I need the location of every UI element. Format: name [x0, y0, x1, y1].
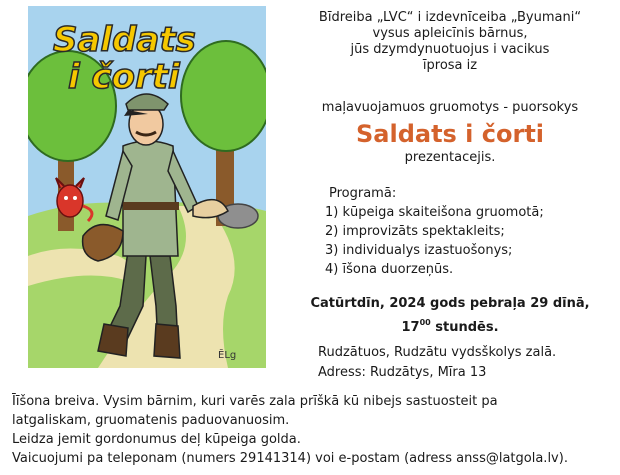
footer-line-3: Leidza jemit gordonumus deļ kūpeiga golda.: [12, 432, 301, 447]
footer-line-2: latgaliskam, gruomatenis paduovanuosim.: [12, 413, 290, 428]
time-word: stundēs.: [435, 320, 499, 335]
illustrator-signature: ĒLg: [218, 350, 237, 361]
invitation-text: [285, 10, 615, 166]
cover-title-line1: Saldats: [53, 20, 196, 60]
cover-title-line2: i čorti: [68, 57, 180, 97]
footer-line-1: Īīšona breiva. Vysim bārnim, kuri varēs zala prīškā kū nibejs sastuosteit pa: [12, 394, 498, 409]
program-item: 3) individualys izastuošonys;: [325, 243, 513, 258]
book-type: maļavuojamuos gruomotys - puorsokys: [321, 100, 579, 115]
cover-illustration: [28, 6, 266, 368]
program-item: 2) improvizāts spektakleits;: [325, 224, 505, 239]
book-title: Saldats i čorti: [355, 120, 545, 148]
program-item: 1) kūpeiga skaiteišona gruomotā;: [325, 205, 544, 220]
time-line: [285, 313, 615, 337]
intro-line-4: īprosa iz: [422, 58, 478, 73]
venue-line: Rudzātuos, Rudzātu vydsškolys zalā.: [318, 345, 557, 360]
event-date: [285, 294, 615, 337]
intro-line-2: vysus apleicīnis bārnus,: [372, 26, 528, 41]
footer-notes: [12, 392, 612, 468]
intro-line-3: jūs dzymdynuotuojus i vacikus: [350, 42, 550, 57]
time-hour: 17: [401, 320, 420, 335]
program-item: 4) īšona duorzeņūs.: [325, 262, 454, 277]
book-cover: [28, 6, 266, 368]
intro-block: [285, 10, 615, 74]
time-minutes: 00: [419, 318, 431, 327]
event-venue: [318, 343, 556, 383]
date-line: Catūrtdīn, 2024 gods pebraļa 29 dīnā,: [310, 296, 590, 311]
program-list: [325, 184, 544, 279]
intro-line-1: Bīdreiba „LVC“ i izdevnīceiba „Byumani“: [318, 10, 582, 25]
presentation-word: prezentacejis.: [404, 150, 496, 165]
footer-line-4: Vaicuojumi pa teleponam (numers 29141314) voi e-postam (adress anss@latgola.lv).: [12, 451, 568, 466]
program-heading: Programā:: [329, 186, 397, 201]
venue-address: Adress: Rudzātys, Mīra 13: [318, 365, 487, 380]
